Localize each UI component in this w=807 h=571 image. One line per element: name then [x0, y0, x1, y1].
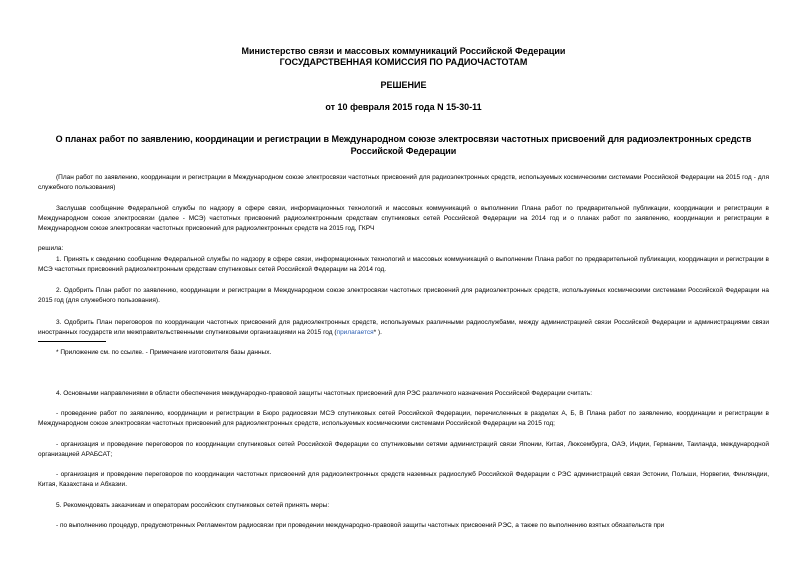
footnote: * Приложение см. по ссылке. - Примечание изготовителя базы данных.: [56, 349, 272, 356]
document-type: РЕШЕНИЕ: [380, 80, 427, 90]
item-4: 4. Основными направлениями в области обеспечения международно-правовой защиты частотных присвоений для РЭС различного назначения Российской Федерации считать:: [56, 390, 593, 397]
item-1: 1. Принять к сведению сообщение Федеральной службы по надзору в сфере связи, информационных технологий и массовых коммуникаций о выполнении Плана работ по предварительной публикации, координации и регистрации в МСЭ частотных присвоений радиоэлектронным средствам спутниковых сетей Российской Федерации на 2014 год.: [38, 256, 769, 273]
document-title: О планах работ по заявлению, координации и регистрации в Международном союзе электросвязи частотных присвоений для радиоэлектронных средств Российской Федерации: [55, 134, 752, 156]
appendix-link[interactable]: прилагается: [336, 329, 374, 336]
service-note: (План работ по заявлению, координации и регистрации в Международном союзе электросвязи частотных присвоений для радиоэлектронных средств, используемых космическими системами Российской Федерации на 2015 год - для служебного пользования): [38, 174, 769, 191]
ministry-name: Министерство связи и массовых коммуникаций Российской Федерации: [241, 46, 566, 56]
commission-name: ГОСУДАРСТВЕННАЯ КОМИССИЯ ПО РАДИОЧАСТОТАМ: [279, 57, 528, 67]
item-4-bullet-b: - организация и проведение переговоров по координации спутниковых сетей Российской Федерации со спутниковыми сетями администраций связи Японии, Китая, Люксембурга, ОАЭ, Индии, Германии, Таиланда, международной организацией АРАБСАТ;: [38, 441, 769, 458]
decided-label: решила:: [38, 245, 64, 252]
item-4-bullet-a: - проведение работ по заявлению, координации и регистрации в Бюро радиосвязи МСЭ спутниковых сетей Российской Федерации, перечисленных в разделах А, Б, В Плана работ по заявлению, координации и регистрации в Международном союзе электросвязи частотных присвоений для радиоэлектронных средств, используемых космическими системами Российской Федерации на 2015 год;: [38, 410, 769, 427]
intro-paragraph: Заслушав сообщение Федеральной службы по надзору в сфере связи, информационных технологий и массовых коммуникаций о выполнении Плана работ по предварительной публикации, координации и регистрации в Международном союзе электросвязи (далее - МСЭ) частотных присвоений радиоэлектронным средствам спутниковых сетей Российской Федерации на 2014 год и о планах работ по заявлению, координации и регистрации в Международном союзе электросвязи частотных присвоений для радиоэлектронных средств на 2015 год, ГКРЧ: [38, 205, 769, 232]
item-4-bullet-c: - организация и проведение переговоров по координации частотных присвоений для радиоэлектронных средств наземных радиослужб Российской Федерации с РЭС администраций связи Эстонии, Польши, Норвегии, Финляндии, Китая, Казахстана и Абхазии.: [38, 471, 769, 488]
footnote-divider: [38, 341, 106, 342]
item-3: [38, 318, 769, 338]
item-3-end: * ).: [373, 329, 382, 336]
item-5: 5. Рекомендовать заказчикам и операторам российских спутниковых сетей принять меры:: [56, 502, 330, 509]
item-2: 2. Одобрить План работ по заявлению, координации и регистрации в Международном союзе электросвязи частотных присвоений для радиоэлектронных средств, используемых космическими системами Российской Федерации на 2015 год (для служебного пользования).: [38, 287, 769, 304]
document-date-number: от 10 февраля 2015 года N 15-30-11: [325, 102, 482, 112]
item-5-bullet-a: - по выполнению процедур, предусмотренных Регламентом радиосвязи при проведении международно-правовой защиты частотных присвоений РЭС, а также по выполнению взятых обязательств при: [56, 522, 665, 529]
item-3-text: 3. Одобрить План переговоров по координации частотных присвоений для радиоэлектронных средств, используемых различными радиослужбами, между администрацией связи Российской Федерации и администрациями связи иностранных государств или межправительственными спутниковыми организациями на 2015 год (: [38, 319, 769, 336]
